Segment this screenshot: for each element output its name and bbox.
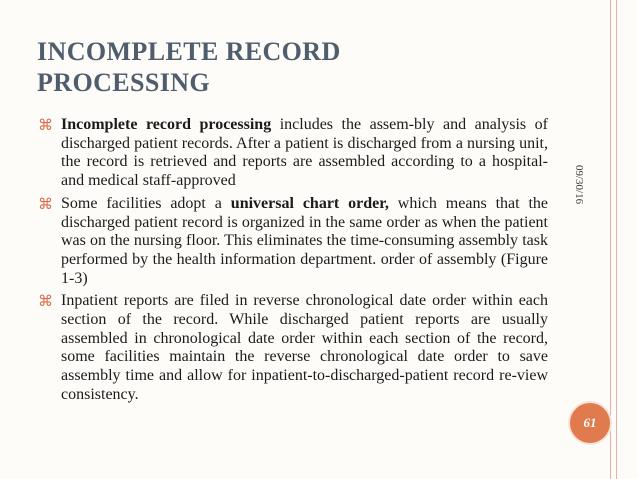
quad-bullet-icon: ⌘	[38, 194, 53, 213]
margin-rule	[610, 0, 611, 479]
quad-bullet-icon: ⌘	[38, 292, 53, 311]
bullet-bold-lead: Incomplete record processing	[61, 116, 272, 133]
quad-bullet-icon: ⌘	[38, 116, 53, 134]
bullet-text: Inpatient reports are filed in reverse chronological date order within each section of the record. While discharged patient reports are usually assembled in chronological date order within each section of the record, some facilities maintain the reverse chronological date order to save assembly time and allow for inpatient-to-discharged-patient record re-view consistency.	[61, 292, 548, 403]
page-number-badge: 61	[568, 401, 612, 445]
bullet-item	[37, 116, 548, 191]
bullet-item	[37, 195, 548, 289]
bullet-text	[61, 195, 548, 289]
bullet-pre: Some facilities adopt a	[61, 194, 231, 212]
bullet-list	[37, 116, 548, 409]
bullet-item	[37, 292, 548, 404]
bullet-text	[61, 116, 548, 191]
slide-date: 09/30/16	[573, 165, 585, 205]
bullet-body: includes the assem-bly and analysis of discharged patient records. After a patient is discharged from a nursing unit, the record is retrieved and reports are assembled according to a hospital- and medical staff-approved	[61, 116, 548, 190]
slide-title: INCOMPLETE RECORD PROCESSING	[37, 37, 341, 97]
bullet-body: which means that the discharged patient record is organized in the same order as when the patient was on the nursing floor. This eliminates the time-consuming assembly task performed by the health information department. order of assembly (Figure 1-3)	[61, 194, 549, 287]
margin-rule	[616, 0, 617, 479]
bullet-bold-term: universal chart order,	[230, 194, 389, 212]
